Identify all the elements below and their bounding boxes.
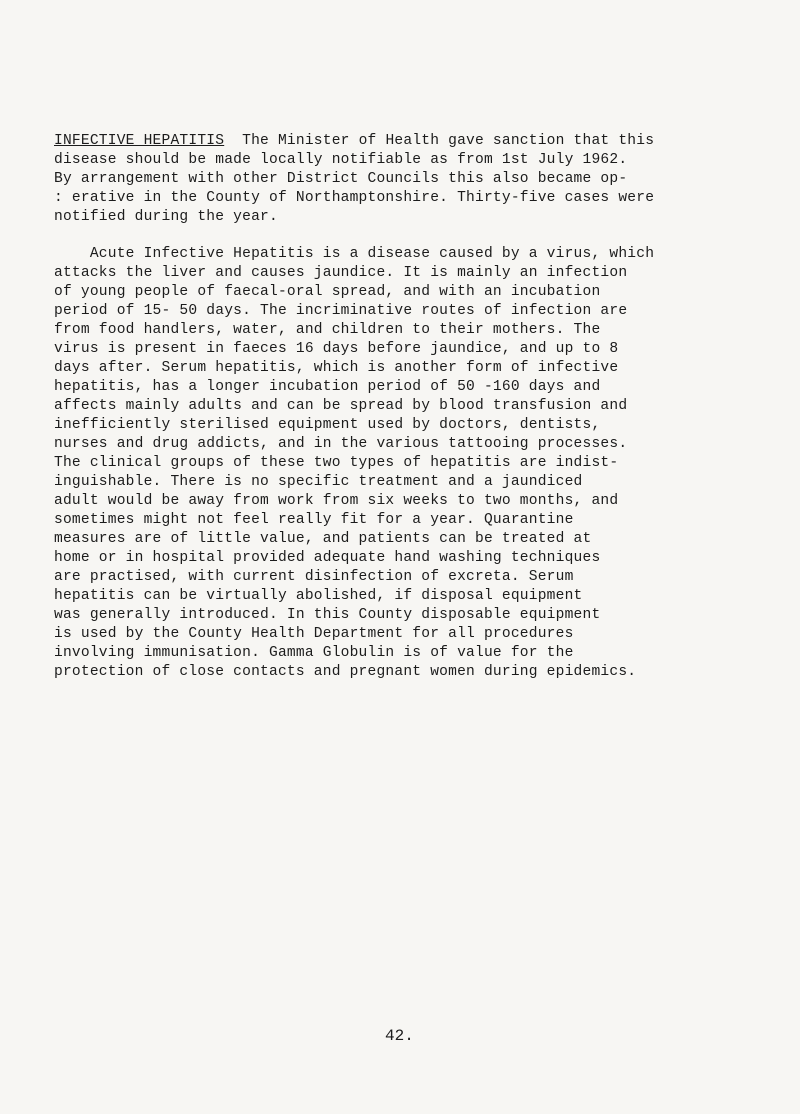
section2-line: days after. Serum hepatitis, which is another form of infective	[54, 360, 619, 376]
section2-line: involving immunisation. Gamma Globulin is of value for the	[54, 645, 574, 661]
section2-line: affects mainly adults and can be spread by blood transfusion and	[54, 398, 628, 414]
section1-line: notified during the year.	[54, 209, 278, 225]
document-body	[54, 132, 764, 682]
section1-line: By arrangement with other District Councils this also became op-	[54, 171, 628, 187]
section2-line: was generally introduced. In this County disposable equipment	[54, 607, 601, 623]
section2-line: hepatitis can be virtually abolished, if disposal equipment	[54, 588, 583, 604]
section2-line: of young people of faecal-oral spread, and with an incubation	[54, 284, 601, 300]
section2-line: protection of close contacts and pregnant women during epidemics.	[54, 664, 637, 680]
section1-line: : erative in the County of Northamptonshire. Thirty-five cases were	[54, 190, 655, 206]
section2-line: inefficiently sterilised equipment used by doctors, dentists,	[54, 417, 601, 433]
section2-line: hepatitis, has a longer incubation period of 50 -160 days and	[54, 379, 601, 395]
section2-line: nurses and drug addicts, and in the various tattooing processes.	[54, 436, 628, 452]
page-number: 42.	[385, 1027, 414, 1045]
section2-line: adult would be away from work from six weeks to two months, and	[54, 493, 619, 509]
section2-line: are practised, with current disinfection of excreta. Serum	[54, 569, 574, 585]
paragraph-gap	[54, 227, 764, 245]
section2-line: is used by the County Health Department for all procedures	[54, 626, 574, 642]
section2-line: attacks the liver and causes jaundice. It is mainly an infection	[54, 265, 628, 281]
section2-line: sometimes might not feel really fit for a year. Quarantine	[54, 512, 574, 528]
section1-first-line	[54, 132, 764, 151]
section2-line: home or in hospital provided adequate hand washing techniques	[54, 550, 601, 566]
section2-line: from food handlers, water, and children to their mothers. The	[54, 322, 601, 338]
section1-line: disease should be made locally notifiable as from 1st July 1962.	[54, 152, 628, 168]
section2-line: measures are of little value, and patients can be treated at	[54, 531, 592, 547]
section1-line1-text: The Minister of Health gave sanction that this	[224, 133, 655, 149]
section2-line: The clinical groups of these two types of hepatitis are indist-	[54, 455, 619, 471]
section2-line: virus is present in faeces 16 days before jaundice, and up to 8	[54, 341, 619, 357]
section2-line: Acute Infective Hepatitis is a disease caused by a virus, which	[54, 246, 655, 262]
section2-line: inguishable. There is no specific treatment and a jaundiced	[54, 474, 583, 490]
section2-line: period of 15- 50 days. The incriminative routes of infection are	[54, 303, 628, 319]
section-heading: INFECTIVE HEPATITIS	[54, 133, 225, 149]
